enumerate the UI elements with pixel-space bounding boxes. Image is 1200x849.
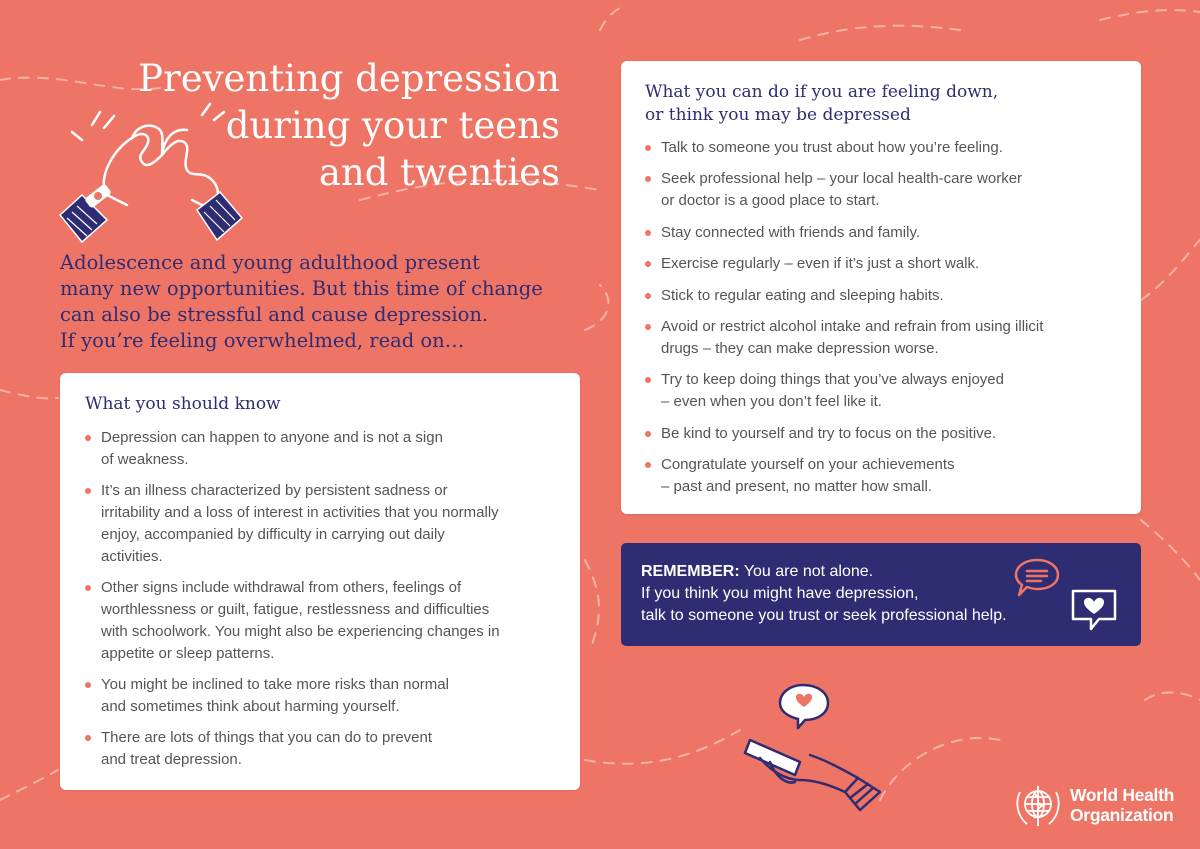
list-item-line: – past and present, no matter how small. [661, 478, 932, 496]
remember-line: If you think you might have depression, [641, 585, 919, 602]
intro-line: If you’re feeling overwhelmed, read on… [60, 329, 465, 352]
who-name-line: Organization [1070, 805, 1174, 825]
list-item-line: Avoid or restrict alcohol intake and refrain from using illicit [661, 317, 1044, 335]
heart-hands-icon [52, 100, 267, 245]
bullet-dot [85, 585, 91, 591]
list-item-line: Talk to someone you trust about how you’re feeling. [661, 139, 1003, 156]
todo-heading-line: What you can do if you are feeling down, [645, 82, 999, 102]
know-list [85, 427, 565, 780]
list-item-line: activities. [101, 548, 163, 565]
list-item-line: enjoy, accompanied by difficulty in carrying out daily [101, 526, 445, 543]
bullet-dot [85, 682, 91, 688]
remember-label: REMEMBER: [641, 563, 740, 580]
todo-heading-line: or think you may be depressed [645, 105, 911, 125]
bullet-dot [645, 230, 651, 236]
list-item [645, 253, 1125, 275]
list-item [645, 316, 1125, 360]
intro-line: Adolescence and young adulthood present [60, 251, 480, 274]
what-you-should-know-card [60, 373, 580, 790]
title-line: and twenties [318, 151, 560, 194]
bullet-dot [645, 261, 651, 267]
what-you-can-do-card [621, 61, 1141, 514]
who-name [1070, 785, 1174, 825]
list-item-line: and sometimes think about harming yourself. [101, 698, 400, 715]
list-item-line: with schoolwork. You might also be experiencing changes in [101, 623, 500, 640]
remember-line: talk to someone you trust or seek professional help. [641, 607, 1007, 624]
list-item [645, 369, 1125, 413]
bullet-dot [645, 377, 651, 383]
speech-bubble-icon [1013, 557, 1061, 599]
todo-list [645, 137, 1125, 508]
list-item-line: It’s an illness characterized by persistent sadness or [101, 482, 448, 499]
list-item [85, 727, 565, 771]
list-item-line: appetite or sleep patterns. [101, 645, 275, 662]
remember-line [641, 561, 1007, 583]
list-item-line: There are lots of things that you can do to prevent [101, 729, 433, 746]
todo-heading [645, 81, 998, 127]
list-item-line: Exercise regularly – even if it’s just a short walk. [661, 255, 980, 273]
phone-hand-icon [740, 680, 885, 820]
title-line: during your teens [225, 104, 560, 147]
bullet-dot [645, 324, 651, 330]
list-item [85, 674, 565, 718]
intro-line: many new opportunities. But this time of change [60, 277, 543, 300]
list-item-line: Try to keep doing things that you’ve always enjoyed [661, 371, 1004, 389]
bullet-dot [645, 293, 651, 299]
bullet-dot [645, 145, 651, 151]
bullet-dot [645, 431, 651, 437]
list-item-line: drugs – they can make depression worse. [661, 339, 939, 357]
bullet-dot [645, 176, 651, 182]
title-line: Preventing depression [138, 57, 560, 100]
list-item-line: irritability and a loss of interest in activities that you normally [101, 504, 499, 521]
who-logo [1012, 780, 1184, 832]
know-heading: What you should know [85, 394, 281, 414]
bullet-dot [645, 462, 651, 468]
bullet-dot [85, 735, 91, 741]
who-emblem-icon [1012, 782, 1064, 830]
bullet-dot [85, 435, 91, 441]
who-name-line: World Health [1070, 785, 1174, 805]
list-item-line: worthlessness or guilt, fatigue, restlessness and difficulties [101, 601, 490, 618]
list-item [645, 222, 1125, 244]
intro-line: can also be stressful and cause depression. [60, 303, 489, 326]
list-item-line: Be kind to yourself and try to focus on the positive. [661, 424, 997, 442]
list-item-line: Stick to regular eating and sleeping habits. [661, 286, 944, 304]
intro-paragraph [60, 250, 580, 354]
list-item [85, 480, 565, 568]
bullet-dot [85, 488, 91, 494]
remember-banner [621, 543, 1141, 646]
list-item-line: of weakness. [101, 451, 189, 468]
remember-line1-rest: You are not alone. [739, 563, 874, 580]
list-item-line: Congratulate yourself on your achievements [661, 456, 955, 474]
list-item [645, 168, 1125, 212]
list-item [85, 577, 565, 665]
list-item-line: and treat depression. [101, 751, 242, 768]
list-item-line: Stay connected with friends and family. [661, 223, 921, 241]
list-item [645, 454, 1125, 498]
list-item-line: Other signs include withdrawal from others, feelings of [101, 579, 462, 596]
list-item-line: Seek professional help – your local health-care worker [661, 170, 1023, 188]
list-item [645, 285, 1125, 307]
list-item-line: – even when you don’t feel like it. [661, 393, 882, 411]
list-item [85, 427, 565, 471]
list-item-line: Depression can happen to anyone and is not a sign [101, 429, 443, 446]
list-item [645, 423, 1125, 445]
heart-bubble-icon [1069, 587, 1119, 633]
remember-text [641, 561, 1007, 627]
list-item-line: or doctor is a good place to start. [661, 192, 880, 210]
list-item-line: You might be inclined to take more risks than normal [101, 676, 449, 693]
list-item [645, 137, 1125, 159]
